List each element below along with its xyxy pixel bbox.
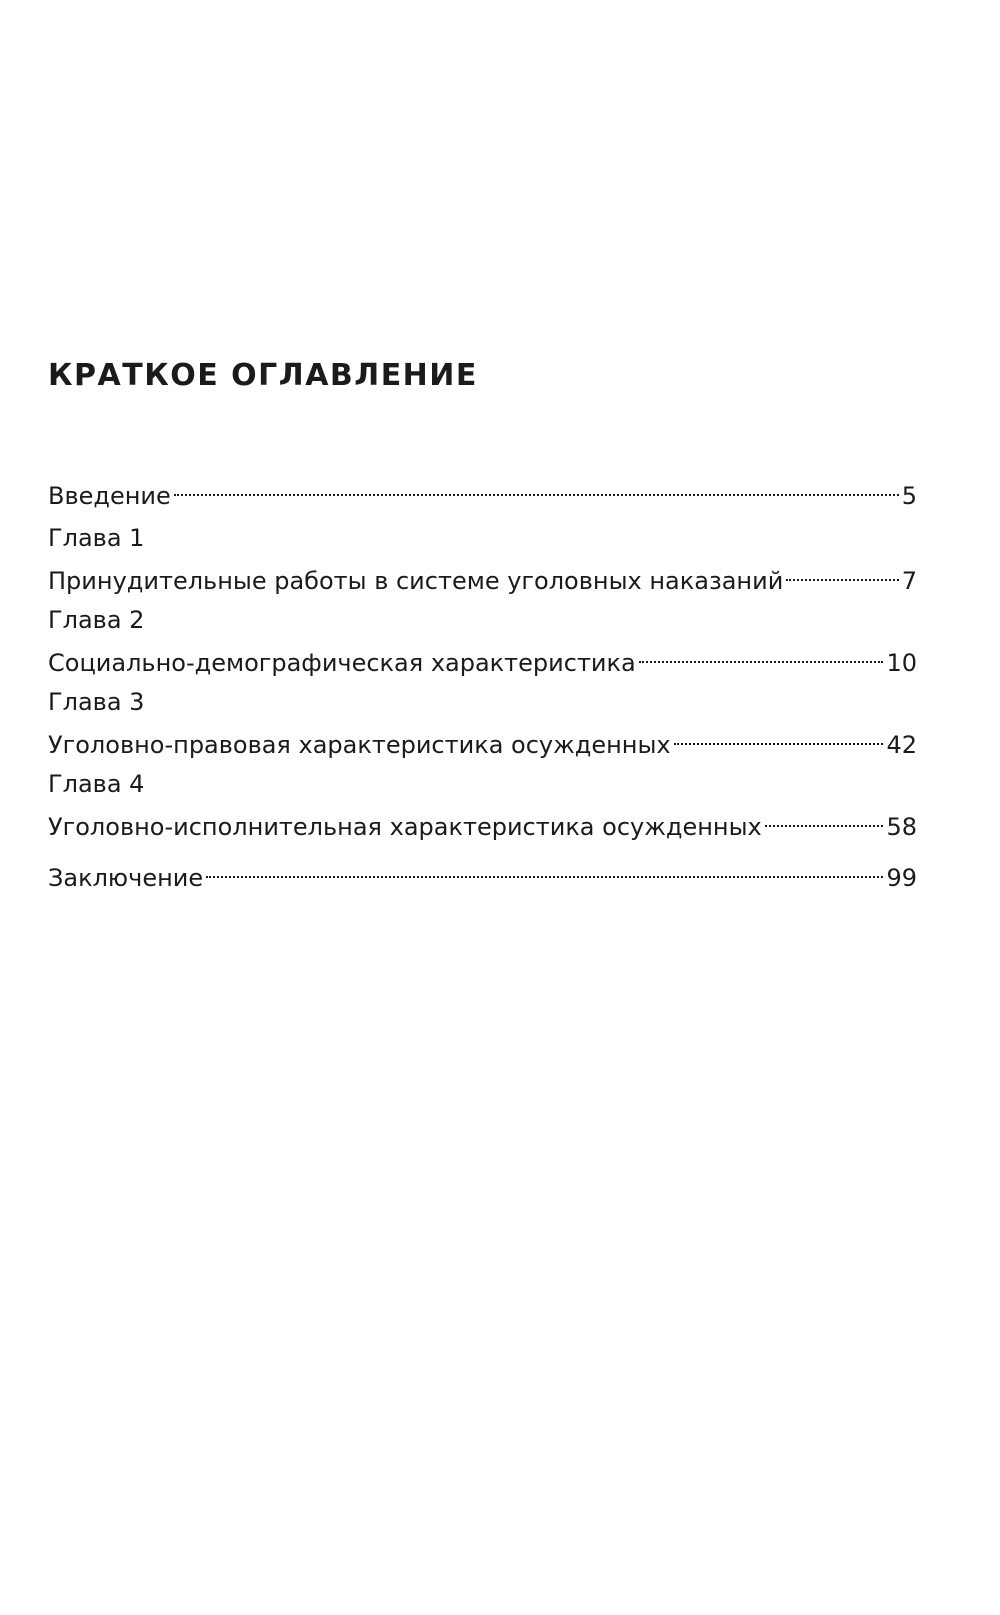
toc-entry-chapter-4[interactable] xyxy=(48,767,917,841)
chapter-label: Глава 4 xyxy=(48,770,145,798)
toc-line xyxy=(48,637,917,677)
toc-line xyxy=(48,555,917,595)
toc-entry-chapter-1[interactable] xyxy=(48,521,917,595)
dot-leader xyxy=(765,801,884,835)
toc-title: КРАТКОЕ ОГЛАВЛЕНИЕ xyxy=(48,358,478,393)
toc-entry-chapter-2[interactable] xyxy=(48,603,917,677)
dot-leader xyxy=(206,852,883,886)
toc-entry-conclusion[interactable] xyxy=(48,852,917,892)
chapter-label: Глава 2 xyxy=(48,606,145,634)
page-number: 10 xyxy=(886,649,917,677)
entry-title: Социально-демографическая характеристика xyxy=(48,649,636,677)
dot-leader xyxy=(639,637,884,671)
table-of-contents xyxy=(48,470,917,892)
entry-title: Принудительные работы в системе уголовных наказаний xyxy=(48,567,784,595)
toc-line xyxy=(48,470,917,510)
page-number: 42 xyxy=(886,731,917,759)
toc-line xyxy=(48,801,917,841)
entry-title: Заключение xyxy=(48,864,204,892)
chapter-label: Глава 3 xyxy=(48,688,145,716)
entry-title: Уголовно-исполнительная характеристика осужденных xyxy=(48,813,762,841)
entry-title: Уголовно-правовая характеристика осужденных xyxy=(48,731,671,759)
entry-title: Введение xyxy=(48,482,171,510)
toc-line xyxy=(48,719,917,759)
page-number: 58 xyxy=(886,813,917,841)
page-number: 7 xyxy=(901,567,917,595)
chapter-label: Глава 1 xyxy=(48,524,145,552)
toc-entry-chapter-3[interactable] xyxy=(48,685,917,759)
toc-entry-introduction[interactable] xyxy=(48,470,917,510)
page-number: 99 xyxy=(886,864,917,892)
dot-leader xyxy=(174,470,899,504)
toc-line xyxy=(48,852,917,892)
page-number: 5 xyxy=(901,482,917,510)
dot-leader xyxy=(786,555,898,589)
dot-leader xyxy=(674,719,884,753)
